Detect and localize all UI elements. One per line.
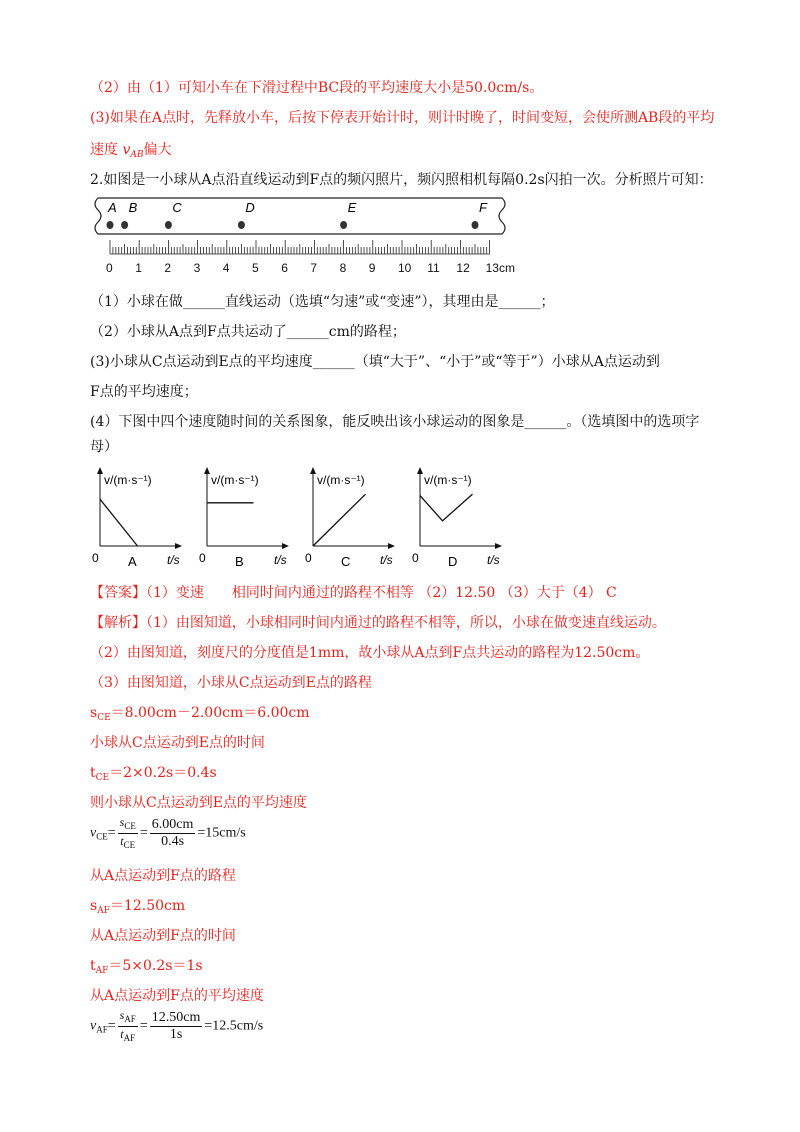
vt-graphs: [90, 462, 520, 572]
ruler-tick-label: 1: [135, 261, 142, 275]
sub-question-3a: (3)小球从C点运动到E点的平均速度______（填“大于”、“小于”或“等于”）小球从A点运动到: [90, 354, 660, 370]
prev-answer-line-3b: 速度 $v_{AB}$偏大: [90, 142, 172, 160]
t-af-equation: $t_{AF}=5\times 0.2s=1s$: [90, 958, 203, 976]
v-af-formula: $v_{AF}=$ $\frac{s_{AF}}{t_{AF}}$ = $\frac{12.50cm}{1s}$ =12.5cm/s: [90, 1008, 264, 1043]
origin-label: 0: [305, 551, 312, 565]
y-axis-label: v/(m·s⁻¹): [211, 473, 259, 487]
ruler-tick-label: 7: [310, 261, 318, 275]
y-axis-label: v/(m·s⁻¹): [104, 473, 152, 487]
ball-label: C: [172, 200, 182, 215]
analysis-line-4: 小球从C点运动到E点的时间: [90, 735, 265, 751]
x-axis-arrow: [388, 543, 395, 549]
ruler-tick-label: 9: [368, 261, 376, 275]
ball-dot: [340, 221, 347, 229]
ball-label: D: [245, 200, 255, 215]
ball-dot: [472, 221, 479, 229]
analysis-line-7: 从A点运动到F点的时间: [90, 928, 236, 944]
ruler-tick-label: 6: [281, 261, 288, 275]
option-label: C: [341, 554, 351, 569]
analysis-line-6: 从A点运动到F点的路程: [90, 868, 236, 884]
s-ce-equation: $s_{CE}=8.00cm-2.00cm=6.00cm$: [90, 705, 310, 723]
t-ce-equation: $t_{CE}=2\times 0.2s=0.4s$: [90, 765, 217, 783]
ruler-tick-label: 3: [193, 261, 201, 275]
ball-dot: [107, 221, 114, 229]
ruler-tick-label: 11: [427, 261, 440, 275]
y-axis-label: v/(m·s⁻¹): [424, 473, 472, 487]
ball-dot: [238, 221, 245, 229]
x-axis-label: t/s: [274, 553, 287, 567]
vt-graph-b: [199, 467, 289, 569]
ruler-tick-label: 5: [252, 261, 259, 275]
y-axis-arrow: [97, 467, 103, 474]
ball-label: F: [479, 200, 487, 215]
analysis-line-1: 【解析】（1）由图知道，小球相同时间内通过的路程不相等，所以，小球在做变速直线运动。: [90, 615, 666, 631]
ruler-tick-label: 2: [164, 261, 172, 275]
x-axis-arrow: [495, 543, 502, 549]
x-axis-arrow: [282, 543, 289, 549]
origin-label: 0: [92, 551, 99, 565]
y-axis-arrow: [417, 467, 423, 474]
ball-dot: [165, 221, 172, 229]
ruler-figure: [90, 192, 520, 282]
x-axis-label: t/s: [167, 553, 180, 567]
ruler-tick-label: 0: [106, 261, 113, 275]
origin-label: 0: [412, 551, 419, 565]
analysis-line-8: 从A点运动到F点的平均速度: [90, 988, 264, 1004]
s-af-equation: $s_{AF}=12.50cm$: [90, 898, 186, 916]
ball-dot: [121, 221, 128, 229]
ruler-tick-label: 12: [456, 261, 470, 275]
vt-line: [100, 499, 138, 546]
analysis-line-3: （3）由图知道，小球从C点运动到E点的路程: [90, 675, 372, 691]
y-axis-label: v/(m·s⁻¹): [317, 473, 365, 487]
ruler-tick-label: 8: [339, 261, 347, 275]
ruler-tick-label: 10: [398, 261, 412, 275]
ruler-tick-labels: [106, 261, 515, 275]
option-label: D: [448, 554, 458, 569]
x-axis-arrow: [175, 543, 182, 549]
sub-question-3b: F点的平均速度；: [90, 384, 198, 400]
question-stem: 2.如图是一小球从A点沿直线运动到F点的频闪照片，频闪照相机每隔0.2s闪拍一次。分析照片可知：: [90, 172, 713, 188]
ball-label: A: [108, 200, 117, 215]
vt-graph-a: [92, 467, 182, 569]
ball-label: E: [347, 200, 357, 215]
vt-graph-c: [305, 467, 395, 569]
ruler-ticks: [110, 240, 490, 254]
vt-line: [313, 494, 366, 546]
vt-graph-d: [412, 467, 502, 569]
option-label: B: [235, 554, 244, 569]
analysis-line-5: 则小球从C点运动到E点的平均速度: [90, 795, 307, 811]
ruler-tick-label: 4: [222, 261, 230, 275]
x-axis-label: t/s: [487, 553, 500, 567]
y-axis-arrow: [204, 467, 210, 474]
answer-tag: 【答案】: [90, 585, 146, 601]
answer-line: 【答案】（1）变速 相同时间内通过的路程不相等 （2）12.50 （3）大于（4） C: [90, 585, 617, 601]
origin-label: 0: [199, 551, 206, 565]
v-ce-formula: $v_{CE}=$ $\frac{s_{CE}}{t_{CE}}$ = $\frac{6.00cm}{0.4s}$ =15cm/s: [90, 815, 246, 850]
y-axis-arrow: [310, 467, 316, 474]
prev-answer-line-3a: (3)如果在A点时，先释放小车，后按下停表开始计时，则计时晚了，时间变短，会使所测AB段的平均: [90, 110, 715, 126]
sub-question-4a: (4）下图中四个速度随时间的关系图象，能反映出该小球运动的图象是______。（选填图中的选项字: [90, 414, 700, 430]
sub-question-1: （1）小球在做______直线运动（选填“匀速”或“变速”），其理由是______；: [90, 294, 555, 310]
prev-answer-line-2: （2）由（1）可知小车在下滑过程中BC段的平均速度大小是50.0cm/s。: [90, 80, 544, 96]
x-axis-label: t/s: [380, 553, 393, 567]
sub-question-2: （2）小球从A点到F点共运动了______cm的路程；: [90, 324, 406, 340]
vt-line: [420, 494, 473, 521]
option-label: A: [128, 554, 137, 569]
ball-label: B: [128, 200, 138, 215]
ruler-tick-label: 13cm: [485, 261, 515, 275]
sub-question-4b: 母）: [90, 439, 118, 455]
analysis-tag: 【解析】: [90, 615, 146, 631]
analysis-line-2: （2）由图知道，刻度尺的分度值是1mm，故小球从A点到F点共运动的路程为12.50cm。: [90, 645, 650, 661]
